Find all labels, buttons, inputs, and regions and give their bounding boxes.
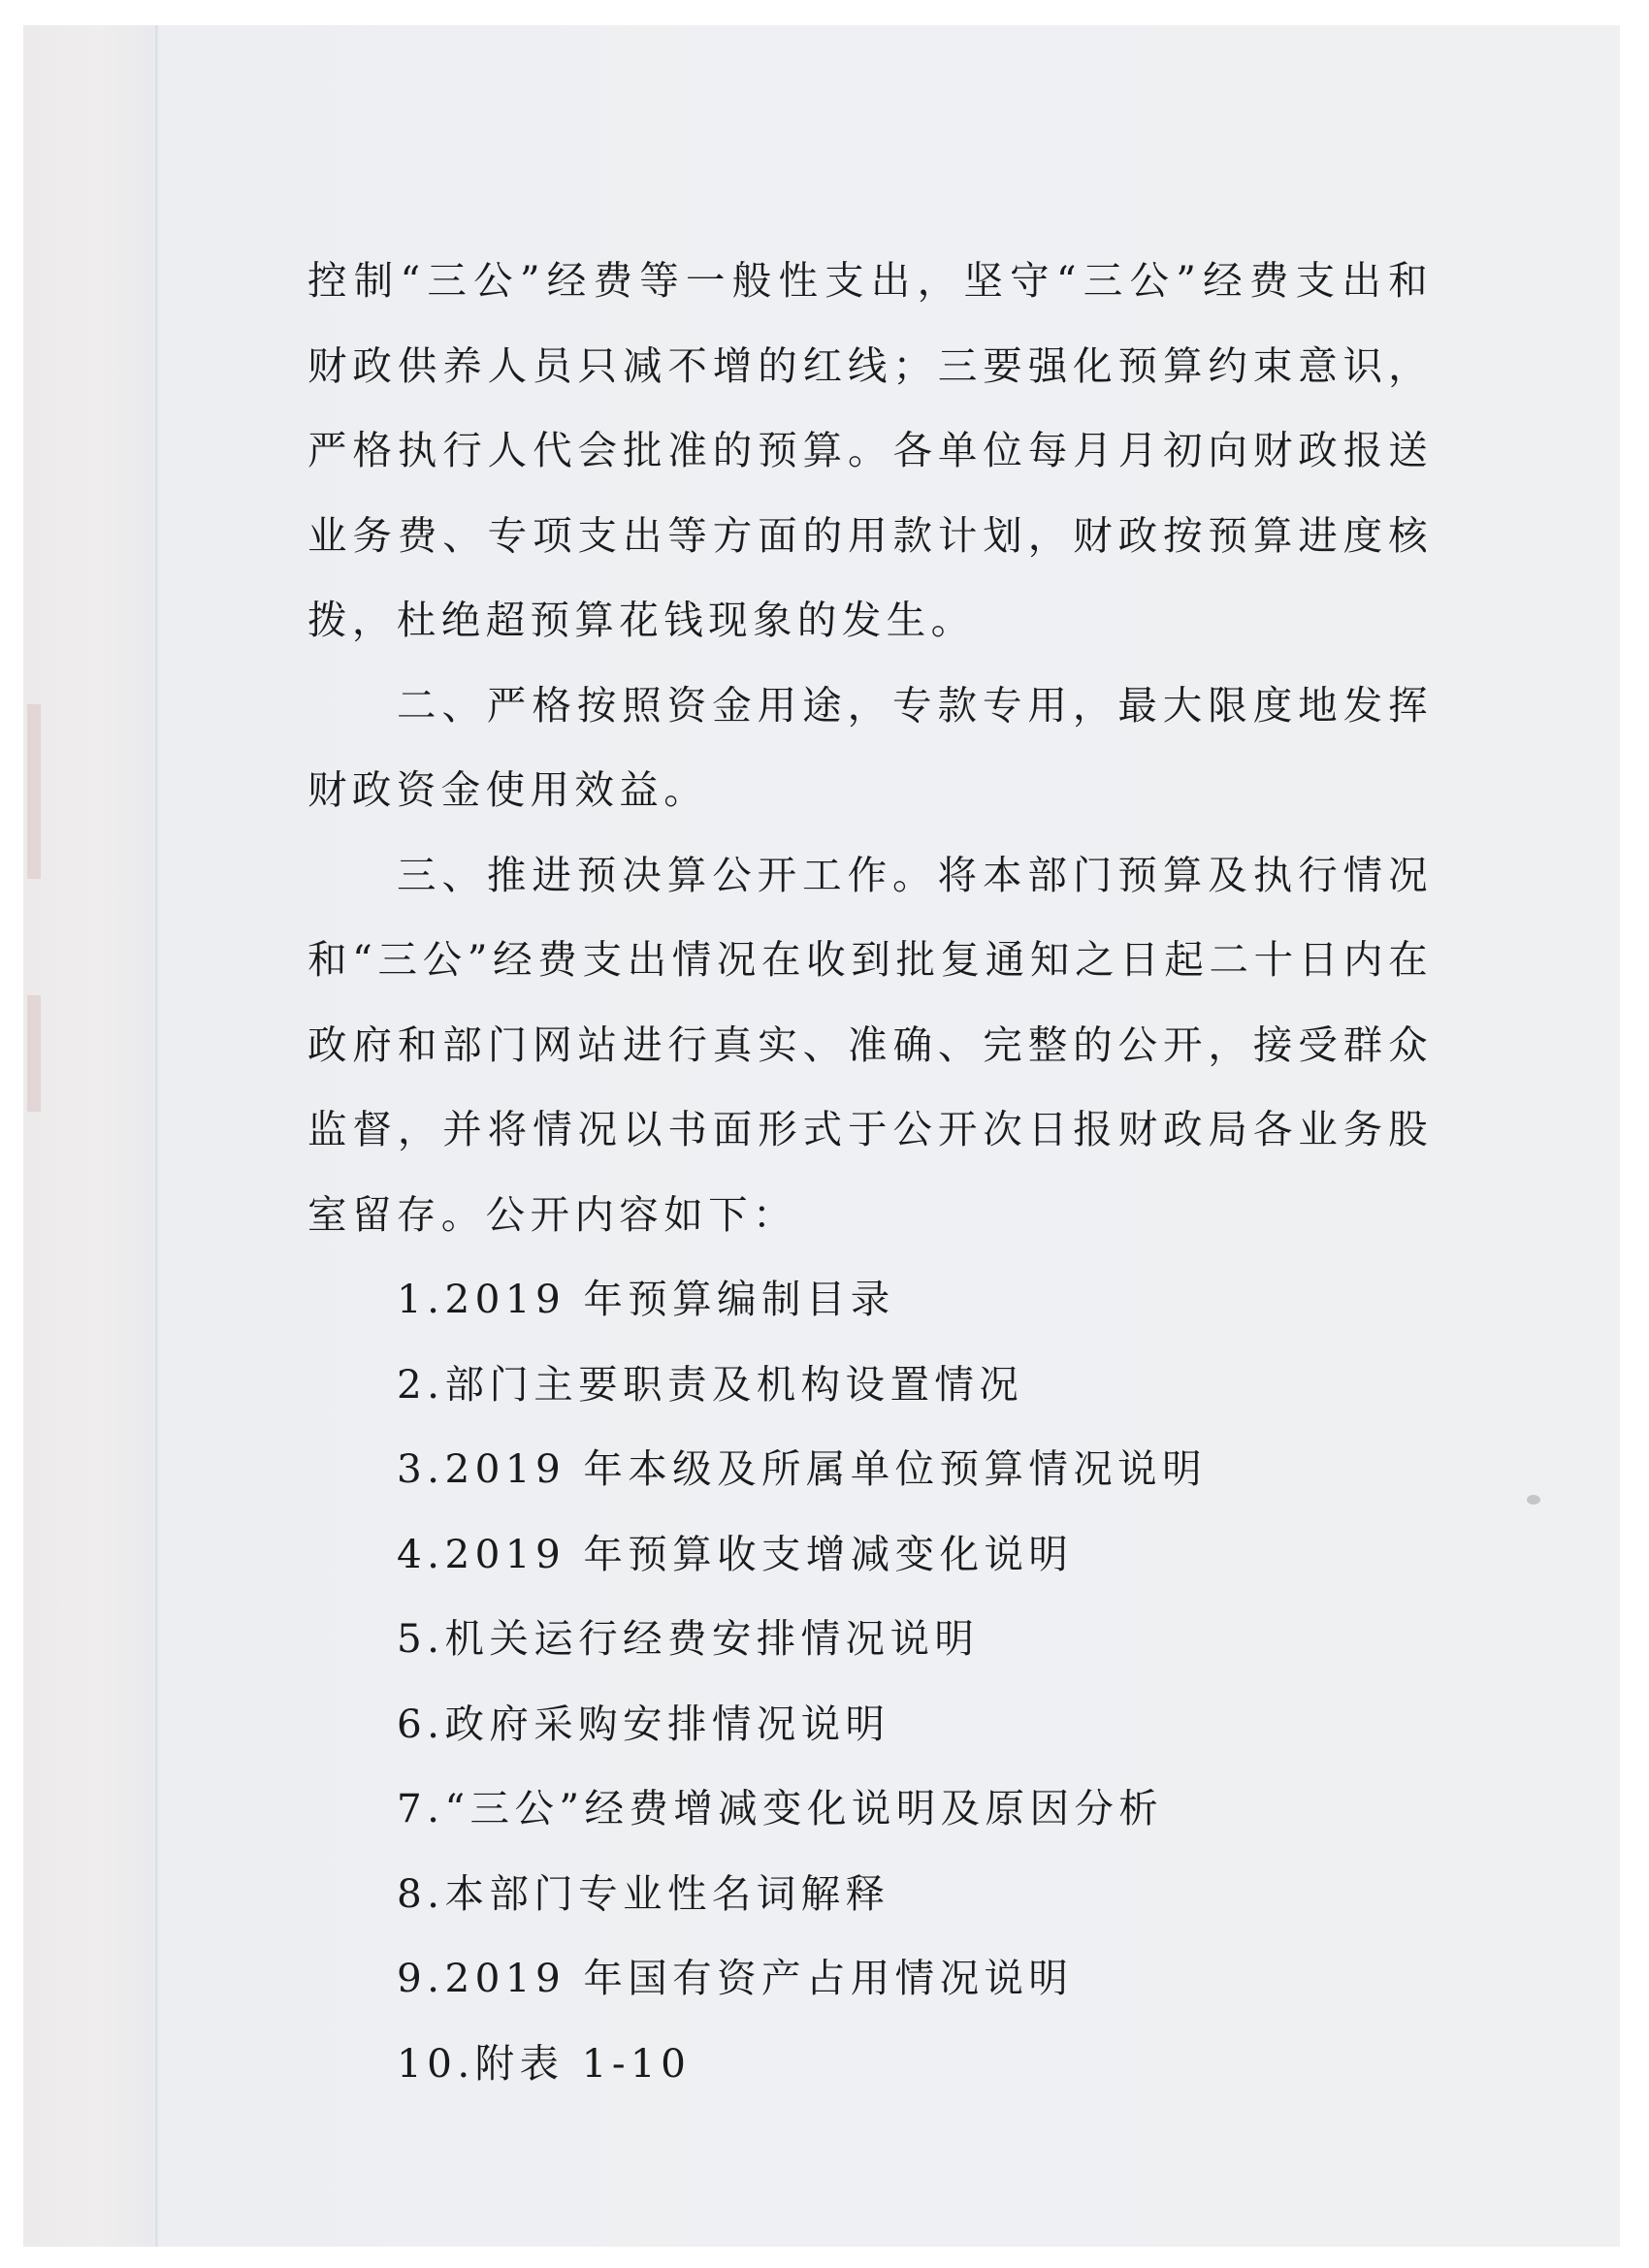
list-item: 5.机关运行经费安排情况说明 [397,1615,980,1662]
list-item: 7.“三公”经费增减变化说明及原因分析 [397,1785,1164,1831]
paragraph-budget-disclosure: 三、推进预决算公开工作。将本部门预算及执行情况和“三公”经费支出情况在收到批复通知之日起二十日内在政府和部门网站进行真实、准确、完整的公开，接受群众监督，并将情况以书面形式于公开次日报财政局各业务股室留存。公开内容如下： [307,851,1433,1238]
list-item: 2.部门主要职责及机构设置情况 [397,1360,1024,1408]
list-item: 4.2019 年预算收支增减变化说明 [397,1530,1074,1577]
scan-speck [1527,1495,1540,1505]
ink-bleed-mark [27,995,41,1112]
page-binding-strip [23,25,154,2247]
ink-bleed-mark [27,704,41,879]
scanned-page [23,25,1620,2247]
paragraph-budget-control: 控制“三公”经费等一般性支出，坚守“三公”经费支出和财政供养人员只减不增的红线；三要强化预算约束意识，严格执行人代会批准的预算。各单位每月月初向财政报送业务费、专项支出等方面的用款计划，财政按预算进度核拨，杜绝超预算花钱现象的发生。 [307,257,1433,643]
list-item: 6.政府采购安排情况说明 [397,1700,890,1747]
list-item: 3.2019 年本级及所属单位预算情况说明 [397,1445,1207,1492]
list-item: 10.附表 1-10 [397,2039,692,2087]
disclosure-content-list [307,1257,1433,2106]
list-item: 9.2019 年国有资产占用情况说明 [397,1955,1074,2001]
list-item: 8.本部门专业性名词解释 [397,1869,890,1917]
document-body [307,239,1433,2106]
paragraph-funds-usage: 二、严格按照资金用途，专款专用，最大限度地发挥财政资金使用效益。 [307,681,1433,813]
page-fold-line [155,25,158,2247]
list-item: 1.2019 年预算编制目录 [397,1276,895,1322]
